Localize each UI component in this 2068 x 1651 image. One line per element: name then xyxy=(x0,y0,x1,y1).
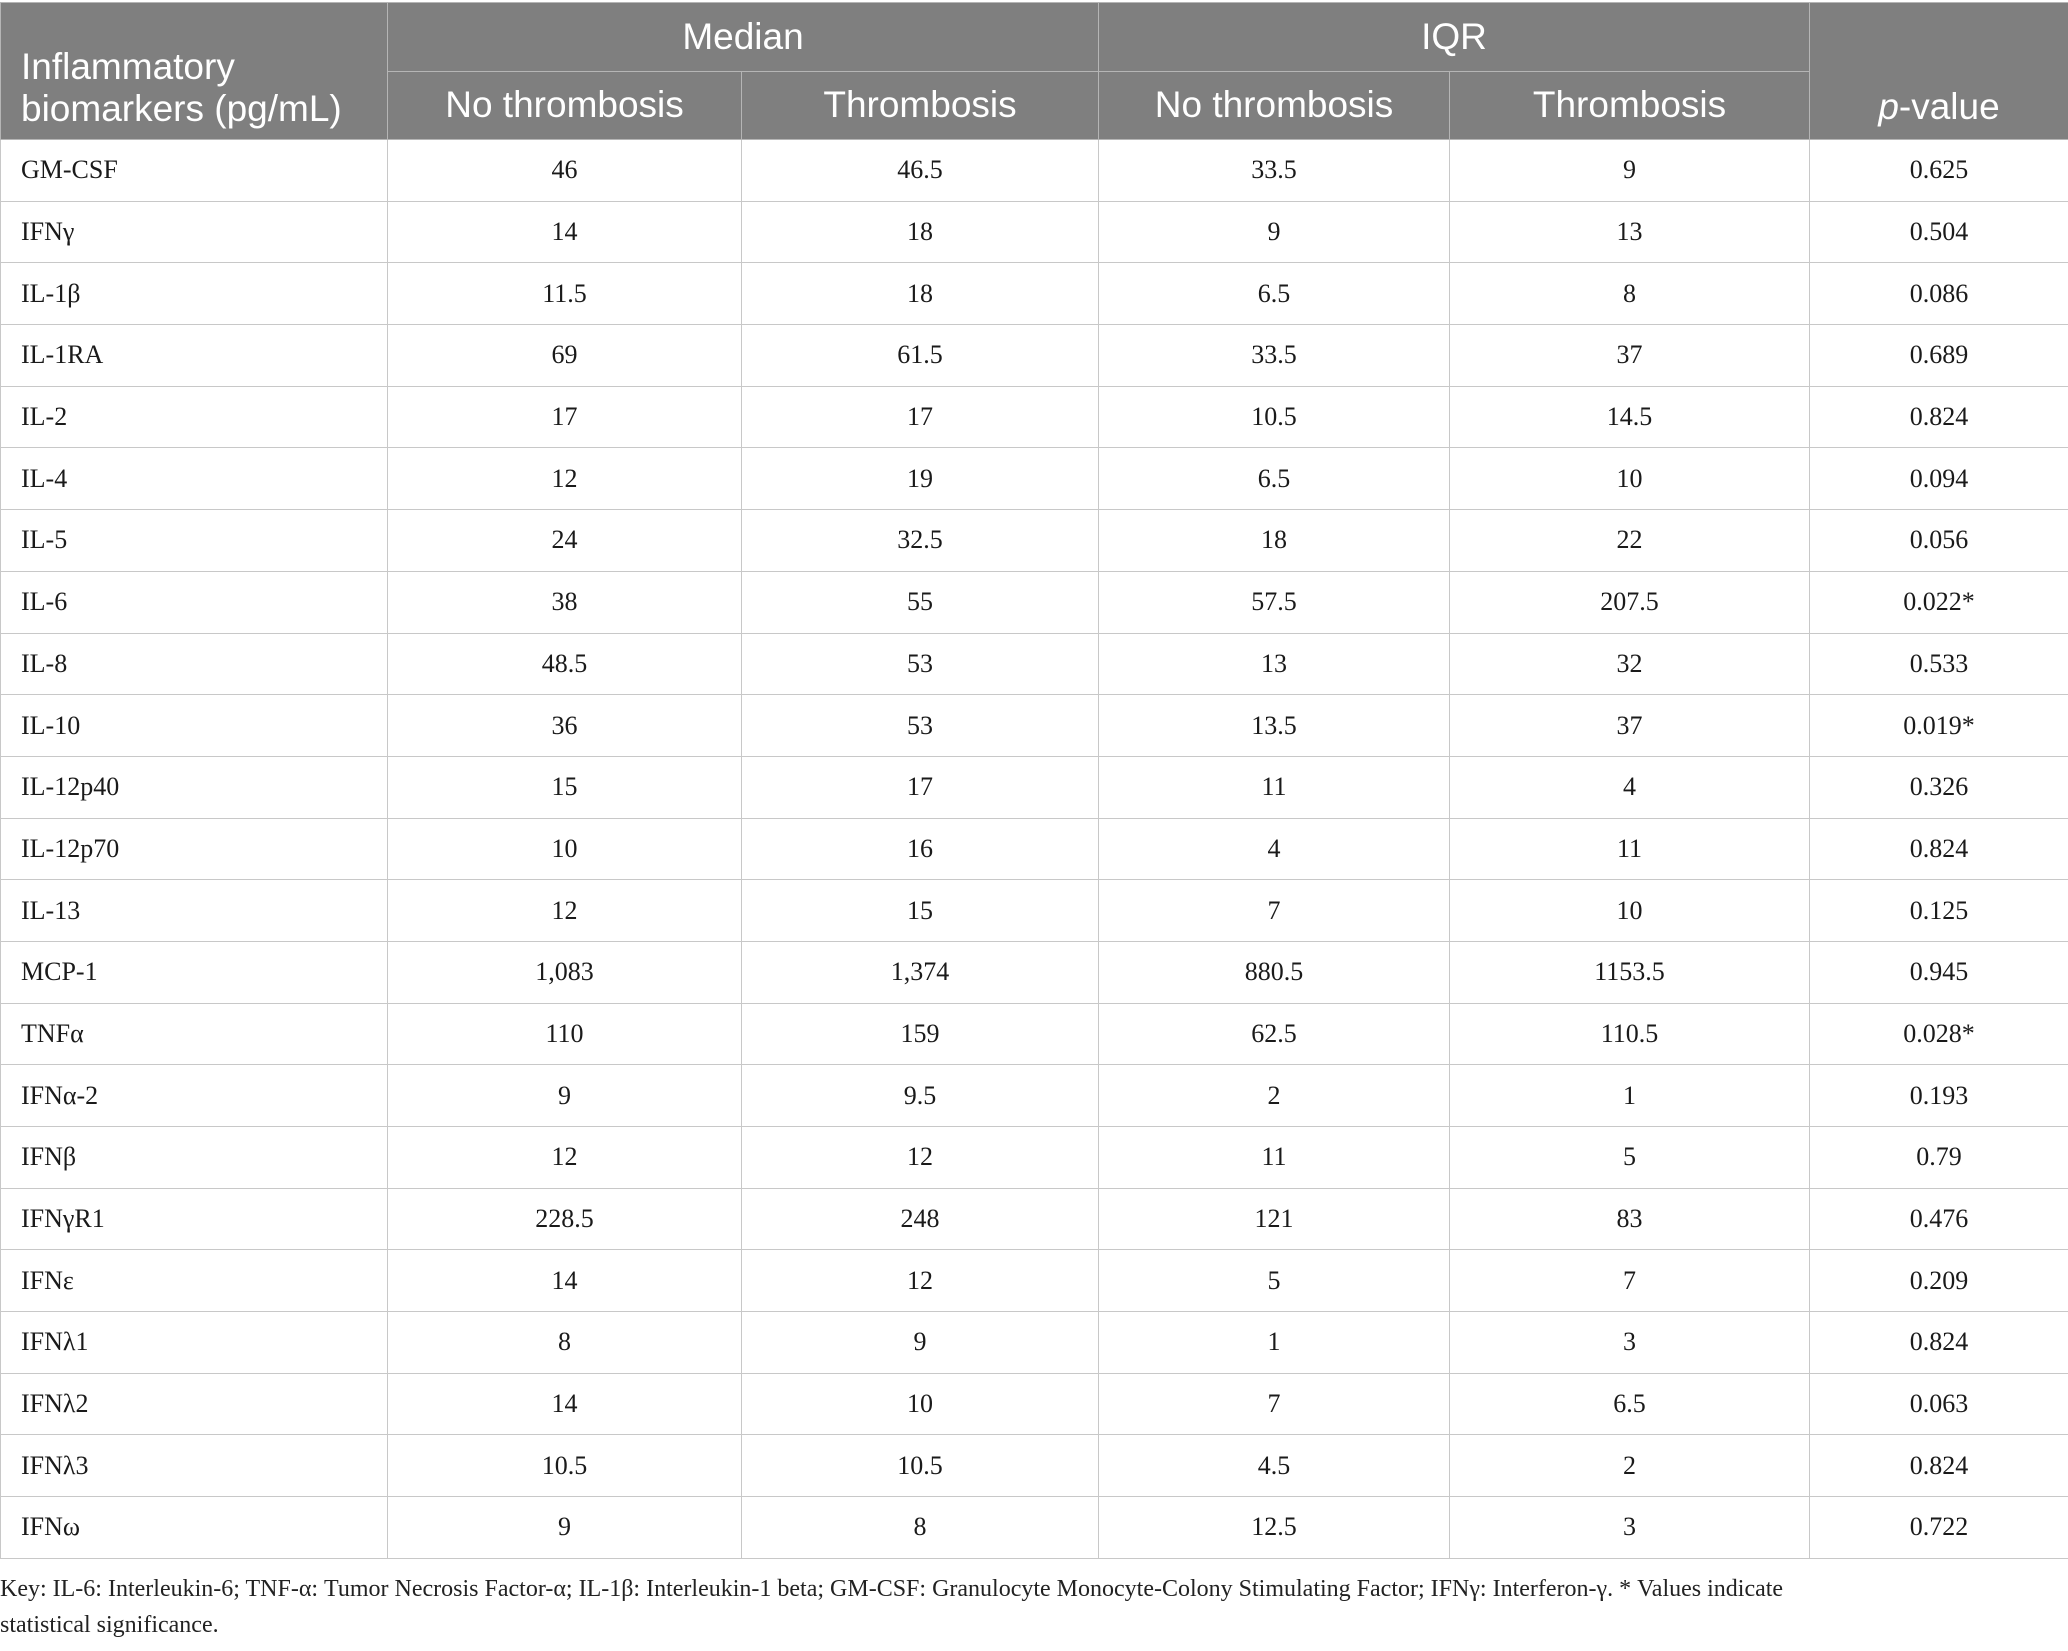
iqr-thrombosis-cell: 7 xyxy=(1450,1250,1810,1312)
biomarker-name-cell: IL-12p70 xyxy=(1,818,388,880)
header-iqr-thrombosis: Thrombosis xyxy=(1450,72,1810,140)
iqr-thrombosis-cell: 14.5 xyxy=(1450,386,1810,448)
median-no-thrombosis-cell: 14 xyxy=(388,1373,742,1435)
header-pvalue-italic: p xyxy=(1878,86,1899,128)
pvalue-cell: 0.945 xyxy=(1810,941,2068,1003)
table-row xyxy=(1,1312,2068,1374)
iqr-thrombosis-cell: 37 xyxy=(1450,695,1810,757)
median-thrombosis-cell: 1,374 xyxy=(742,941,1099,1003)
iqr-no-thrombosis-cell: 10.5 xyxy=(1099,386,1450,448)
iqr-thrombosis-cell: 10 xyxy=(1450,880,1810,942)
median-no-thrombosis-cell: 24 xyxy=(388,510,742,572)
iqr-thrombosis-cell: 3 xyxy=(1450,1312,1810,1374)
median-thrombosis-cell: 159 xyxy=(742,1003,1099,1065)
iqr-no-thrombosis-cell: 2 xyxy=(1099,1065,1450,1127)
iqr-no-thrombosis-cell: 11 xyxy=(1099,1127,1450,1189)
table-row xyxy=(1,818,2068,880)
biomarker-name-cell: TNFα xyxy=(1,1003,388,1065)
median-thrombosis-cell: 8 xyxy=(742,1497,1099,1559)
table-body xyxy=(1,140,2068,1559)
median-no-thrombosis-cell: 36 xyxy=(388,695,742,757)
median-no-thrombosis-cell: 48.5 xyxy=(388,633,742,695)
pvalue-cell: 0.022* xyxy=(1810,571,2068,633)
table-row xyxy=(1,201,2068,263)
pvalue-cell: 0.722 xyxy=(1810,1497,2068,1559)
table-row xyxy=(1,386,2068,448)
median-thrombosis-cell: 18 xyxy=(742,263,1099,325)
biomarker-name-cell: IFNβ xyxy=(1,1127,388,1189)
biomarker-name-cell: IL-12p40 xyxy=(1,756,388,818)
pvalue-cell: 0.625 xyxy=(1810,140,2068,202)
iqr-thrombosis-cell: 3 xyxy=(1450,1497,1810,1559)
median-no-thrombosis-cell: 228.5 xyxy=(388,1188,742,1250)
pvalue-cell: 0.019* xyxy=(1810,695,2068,757)
median-thrombosis-cell: 16 xyxy=(742,818,1099,880)
iqr-no-thrombosis-cell: 13 xyxy=(1099,633,1450,695)
iqr-no-thrombosis-cell: 18 xyxy=(1099,510,1450,572)
header-row-groups xyxy=(1,3,2068,72)
median-thrombosis-cell: 19 xyxy=(742,448,1099,510)
iqr-thrombosis-cell: 22 xyxy=(1450,510,1810,572)
biomarker-name-cell: IFNε xyxy=(1,1250,388,1312)
median-thrombosis-cell: 12 xyxy=(742,1250,1099,1312)
iqr-thrombosis-cell: 110.5 xyxy=(1450,1003,1810,1065)
iqr-no-thrombosis-cell: 62.5 xyxy=(1099,1003,1450,1065)
biomarker-name-cell: IL-13 xyxy=(1,880,388,942)
pvalue-cell: 0.094 xyxy=(1810,448,2068,510)
pvalue-cell: 0.476 xyxy=(1810,1188,2068,1250)
iqr-thrombosis-cell: 8 xyxy=(1450,263,1810,325)
pvalue-cell: 0.824 xyxy=(1810,1435,2068,1497)
biomarker-name-cell: IL-10 xyxy=(1,695,388,757)
iqr-no-thrombosis-cell: 57.5 xyxy=(1099,571,1450,633)
median-no-thrombosis-cell: 15 xyxy=(388,756,742,818)
table-header xyxy=(1,3,2068,140)
median-thrombosis-cell: 55 xyxy=(742,571,1099,633)
table-row xyxy=(1,695,2068,757)
header-group-median: Median xyxy=(388,3,1099,72)
header-corner-line2: biomarkers (pg/mL) xyxy=(21,88,342,130)
median-thrombosis-cell: 10 xyxy=(742,1373,1099,1435)
iqr-thrombosis-cell: 6.5 xyxy=(1450,1373,1810,1435)
biomarker-name-cell: IL-1RA xyxy=(1,325,388,387)
table-row xyxy=(1,448,2068,510)
pvalue-cell: 0.824 xyxy=(1810,1312,2068,1374)
median-no-thrombosis-cell: 10 xyxy=(388,818,742,880)
header-pvalue xyxy=(1810,3,2068,140)
header-biomarker-column xyxy=(1,3,388,140)
median-no-thrombosis-cell: 17 xyxy=(388,386,742,448)
iqr-no-thrombosis-cell: 4.5 xyxy=(1099,1435,1450,1497)
biomarker-name-cell: IL-4 xyxy=(1,448,388,510)
pvalue-cell: 0.824 xyxy=(1810,818,2068,880)
median-thrombosis-cell: 17 xyxy=(742,756,1099,818)
iqr-no-thrombosis-cell: 13.5 xyxy=(1099,695,1450,757)
biomarker-name-cell: MCP-1 xyxy=(1,941,388,1003)
table-row xyxy=(1,1188,2068,1250)
iqr-thrombosis-cell: 83 xyxy=(1450,1188,1810,1250)
iqr-thrombosis-cell: 207.5 xyxy=(1450,571,1810,633)
iqr-no-thrombosis-cell: 1 xyxy=(1099,1312,1450,1374)
table-footnote xyxy=(0,1571,2040,1643)
biomarker-name-cell: IFNγ xyxy=(1,201,388,263)
iqr-thrombosis-cell: 4 xyxy=(1450,756,1810,818)
median-thrombosis-cell: 32.5 xyxy=(742,510,1099,572)
median-no-thrombosis-cell: 8 xyxy=(388,1312,742,1374)
median-thrombosis-cell: 61.5 xyxy=(742,325,1099,387)
table-row xyxy=(1,140,2068,202)
median-no-thrombosis-cell: 9 xyxy=(388,1065,742,1127)
median-no-thrombosis-cell: 1,083 xyxy=(388,941,742,1003)
header-group-iqr: IQR xyxy=(1099,3,1810,72)
biomarker-name-cell: IL-1β xyxy=(1,263,388,325)
biomarker-table xyxy=(0,2,2068,1559)
biomarker-name-cell: IFNω xyxy=(1,1497,388,1559)
header-pvalue-rest: -value xyxy=(1898,86,2000,128)
pvalue-cell: 0.086 xyxy=(1810,263,2068,325)
table-row xyxy=(1,263,2068,325)
pvalue-cell: 0.504 xyxy=(1810,201,2068,263)
pvalue-cell: 0.824 xyxy=(1810,386,2068,448)
pvalue-cell: 0.056 xyxy=(1810,510,2068,572)
median-thrombosis-cell: 10.5 xyxy=(742,1435,1099,1497)
table-row xyxy=(1,571,2068,633)
median-thrombosis-cell: 12 xyxy=(742,1127,1099,1189)
median-thrombosis-cell: 17 xyxy=(742,386,1099,448)
pvalue-cell: 0.533 xyxy=(1810,633,2068,695)
header-iqr-no-thrombosis: No thrombosis xyxy=(1099,72,1450,140)
biomarker-name-cell: GM-CSF xyxy=(1,140,388,202)
iqr-no-thrombosis-cell: 33.5 xyxy=(1099,325,1450,387)
iqr-thrombosis-cell: 9 xyxy=(1450,140,1810,202)
header-corner-line1: Inflammatory xyxy=(21,45,235,87)
median-no-thrombosis-cell: 9 xyxy=(388,1497,742,1559)
iqr-no-thrombosis-cell: 7 xyxy=(1099,880,1450,942)
biomarker-name-cell: IFNλ2 xyxy=(1,1373,388,1435)
iqr-no-thrombosis-cell: 12.5 xyxy=(1099,1497,1450,1559)
median-no-thrombosis-cell: 14 xyxy=(388,201,742,263)
pvalue-cell: 0.326 xyxy=(1810,756,2068,818)
median-thrombosis-cell: 53 xyxy=(742,695,1099,757)
median-no-thrombosis-cell: 12 xyxy=(388,880,742,942)
footnote-line1: Key: IL-6: Interleukin-6; TNF-α: Tumor Necrosis Factor-α; IL-1β: Interleukin-1 beta; GM-CSF: Granulocyte Monocyte-Colony Stimulating Factor; IFNγ: Interferon-γ. * Values indicate xyxy=(0,1576,1784,1602)
median-no-thrombosis-cell: 38 xyxy=(388,571,742,633)
median-no-thrombosis-cell: 11.5 xyxy=(388,263,742,325)
iqr-thrombosis-cell: 1 xyxy=(1450,1065,1810,1127)
pvalue-cell: 0.063 xyxy=(1810,1373,2068,1435)
median-no-thrombosis-cell: 46 xyxy=(388,140,742,202)
median-thrombosis-cell: 9.5 xyxy=(742,1065,1099,1127)
table-row xyxy=(1,510,2068,572)
pvalue-cell: 0.209 xyxy=(1810,1250,2068,1312)
footnote-line2: statistical significance. xyxy=(0,1612,219,1638)
iqr-thrombosis-cell: 10 xyxy=(1450,448,1810,510)
pvalue-cell: 0.193 xyxy=(1810,1065,2068,1127)
iqr-thrombosis-cell: 5 xyxy=(1450,1127,1810,1189)
pvalue-cell: 0.689 xyxy=(1810,325,2068,387)
iqr-thrombosis-cell: 13 xyxy=(1450,201,1810,263)
iqr-no-thrombosis-cell: 121 xyxy=(1099,1188,1450,1250)
biomarker-name-cell: IFNλ3 xyxy=(1,1435,388,1497)
iqr-no-thrombosis-cell: 33.5 xyxy=(1099,140,1450,202)
table-row xyxy=(1,1497,2068,1559)
table-row xyxy=(1,880,2068,942)
biomarker-name-cell: IL-5 xyxy=(1,510,388,572)
table-row xyxy=(1,1435,2068,1497)
iqr-thrombosis-cell: 1153.5 xyxy=(1450,941,1810,1003)
median-thrombosis-cell: 9 xyxy=(742,1312,1099,1374)
iqr-thrombosis-cell: 32 xyxy=(1450,633,1810,695)
biomarker-name-cell: IL-8 xyxy=(1,633,388,695)
iqr-no-thrombosis-cell: 6.5 xyxy=(1099,448,1450,510)
iqr-no-thrombosis-cell: 6.5 xyxy=(1099,263,1450,325)
median-thrombosis-cell: 15 xyxy=(742,880,1099,942)
pvalue-cell: 0.028* xyxy=(1810,1003,2068,1065)
iqr-thrombosis-cell: 37 xyxy=(1450,325,1810,387)
iqr-no-thrombosis-cell: 880.5 xyxy=(1099,941,1450,1003)
median-thrombosis-cell: 46.5 xyxy=(742,140,1099,202)
iqr-thrombosis-cell: 2 xyxy=(1450,1435,1810,1497)
biomarker-name-cell: IFNλ1 xyxy=(1,1312,388,1374)
iqr-no-thrombosis-cell: 5 xyxy=(1099,1250,1450,1312)
iqr-no-thrombosis-cell: 9 xyxy=(1099,201,1450,263)
iqr-no-thrombosis-cell: 7 xyxy=(1099,1373,1450,1435)
biomarker-name-cell: IL-2 xyxy=(1,386,388,448)
table-row xyxy=(1,756,2068,818)
median-no-thrombosis-cell: 110 xyxy=(388,1003,742,1065)
biomarker-table-container xyxy=(0,2,2068,1559)
table-row xyxy=(1,1003,2068,1065)
biomarker-name-cell: IFNγR1 xyxy=(1,1188,388,1250)
biomarker-name-cell: IFNα-2 xyxy=(1,1065,388,1127)
biomarker-name-cell: IL-6 xyxy=(1,571,388,633)
median-no-thrombosis-cell: 12 xyxy=(388,448,742,510)
median-thrombosis-cell: 18 xyxy=(742,201,1099,263)
table-row xyxy=(1,325,2068,387)
table-row xyxy=(1,1127,2068,1189)
median-thrombosis-cell: 248 xyxy=(742,1188,1099,1250)
header-median-thrombosis: Thrombosis xyxy=(742,72,1099,140)
table-row xyxy=(1,1373,2068,1435)
table-row xyxy=(1,1250,2068,1312)
header-median-no-thrombosis: No thrombosis xyxy=(388,72,742,140)
median-no-thrombosis-cell: 10.5 xyxy=(388,1435,742,1497)
pvalue-cell: 0.79 xyxy=(1810,1127,2068,1189)
median-no-thrombosis-cell: 69 xyxy=(388,325,742,387)
table-row xyxy=(1,633,2068,695)
table-row xyxy=(1,1065,2068,1127)
iqr-thrombosis-cell: 11 xyxy=(1450,818,1810,880)
iqr-no-thrombosis-cell: 11 xyxy=(1099,756,1450,818)
median-thrombosis-cell: 53 xyxy=(742,633,1099,695)
table-row xyxy=(1,941,2068,1003)
median-no-thrombosis-cell: 14 xyxy=(388,1250,742,1312)
median-no-thrombosis-cell: 12 xyxy=(388,1127,742,1189)
pvalue-cell: 0.125 xyxy=(1810,880,2068,942)
iqr-no-thrombosis-cell: 4 xyxy=(1099,818,1450,880)
